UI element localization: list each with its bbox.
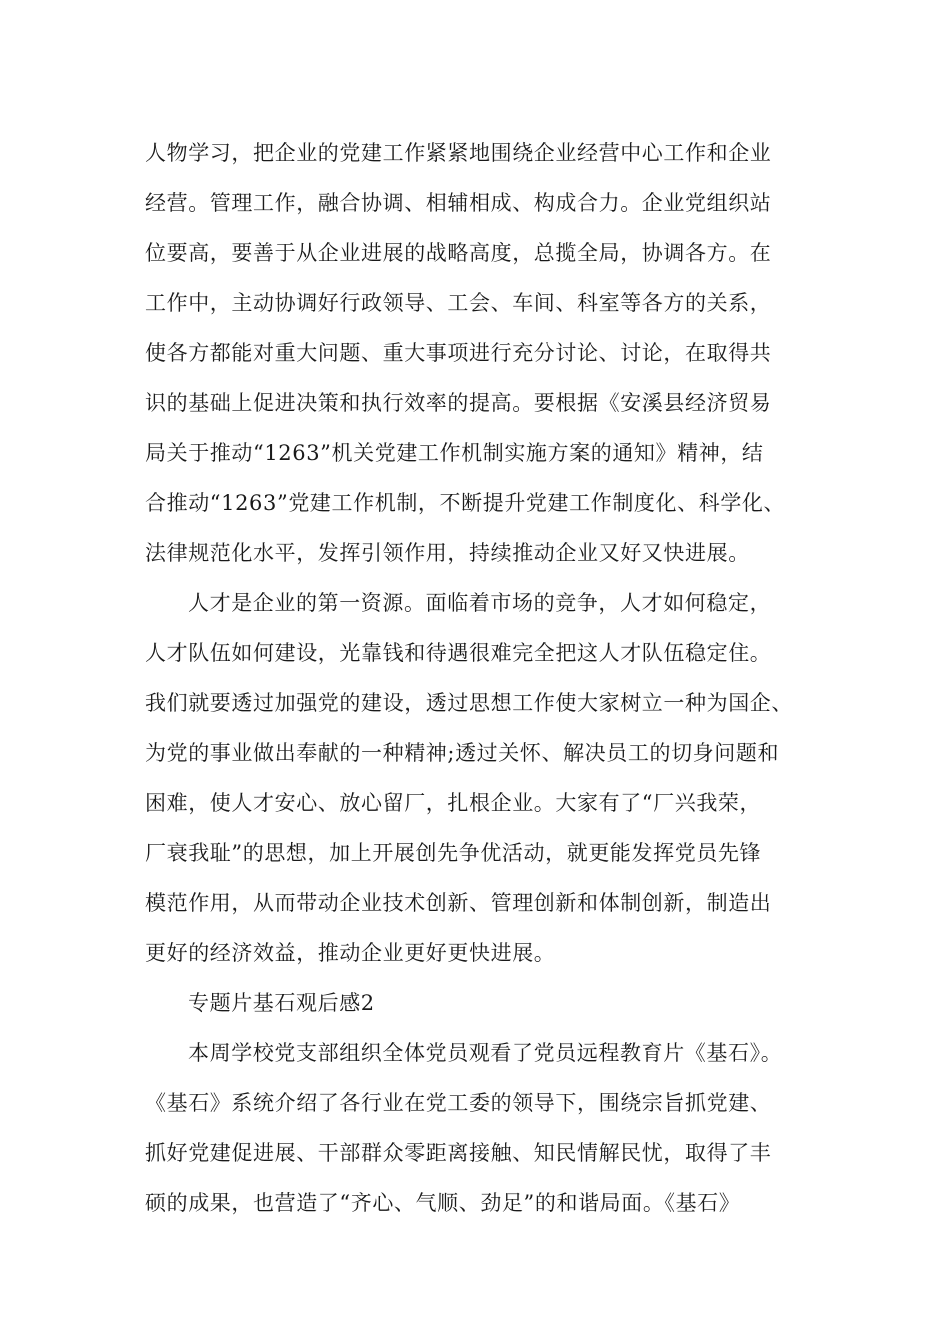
text-line: 人物学习，把企业的党建工作紧紧地围绕企业经营中心工作和企业 — [145, 141, 772, 165]
text-line: 合推动“1263”党建工作机制，不断提升党建工作制度化、科学化、 — [145, 491, 786, 515]
text-line: 位要高，要善于从企业进展的战略高度，总揽全局，协调各方。在 — [145, 241, 772, 265]
text-line: 抓好党建促进展、干部群众零距离接触、知民情解民忧，取得了丰 — [145, 1141, 772, 1165]
text-line: 为党的事业做出奉献的一种精神;透过关怀、解决员工的切身问题和 — [145, 741, 780, 765]
section-heading: 专题片基石观后感2 — [188, 991, 375, 1015]
text-line: 我们就要透过加强党的建设，透过思想工作使大家树立一种为国企、 — [145, 691, 793, 715]
text-line: 经营。管理工作，融合协调、相辅相成、构成合力。企业党组织站 — [145, 191, 772, 215]
text-line: 法律规范化水平，发挥引领作用，持续推动企业又好又快进展。 — [145, 541, 750, 565]
text-line: 人才队伍如何建设，光靠钱和待遇很难完全把这人才队伍稳定住。 — [145, 641, 772, 665]
paragraph-start-line: 人才是企业的第一资源。面临着市场的竞争，人才如何稳定， — [188, 591, 772, 615]
text-line: 使各方都能对重大问题、重大事项进行充分讨论、讨论，在取得共 — [145, 341, 772, 365]
text-line: 厂衰我耻”的思想，加上开展创先争优活动，就更能发挥党员先锋 — [145, 841, 762, 865]
text-line: 模范作用，从而带动企业技术创新、管理创新和体制创新，制造出 — [145, 891, 772, 915]
text-line: 工作中，主动协调好行政领导、工会、车间、科室等各方的关系， — [145, 291, 772, 315]
text-line: 识的基础上促进决策和执行效率的提高。要根据《安溪县经济贸易 — [145, 391, 772, 415]
paragraph-start-line: 本周学校党支部组织全体党员观看了党员远程教育片《基石》。 — [188, 1041, 783, 1065]
text-line: 困难，使人才安心、放心留厂，扎根企业。大家有了“厂兴我荣， — [145, 791, 762, 815]
text-line: 《基石》系统介绍了各行业在党工委的领导下，围绕宗旨抓党建、 — [145, 1091, 772, 1115]
text-line: 局关于推动“1263”机关党建工作机制实施方案的通知》精神，结 — [145, 441, 764, 465]
text-line: 硕的成果，也营造了“齐心、气顺、劲足”的和谐局面。《基石》 — [145, 1191, 741, 1215]
text-line: 更好的经济效益，推动企业更好更快进展。 — [145, 941, 556, 965]
